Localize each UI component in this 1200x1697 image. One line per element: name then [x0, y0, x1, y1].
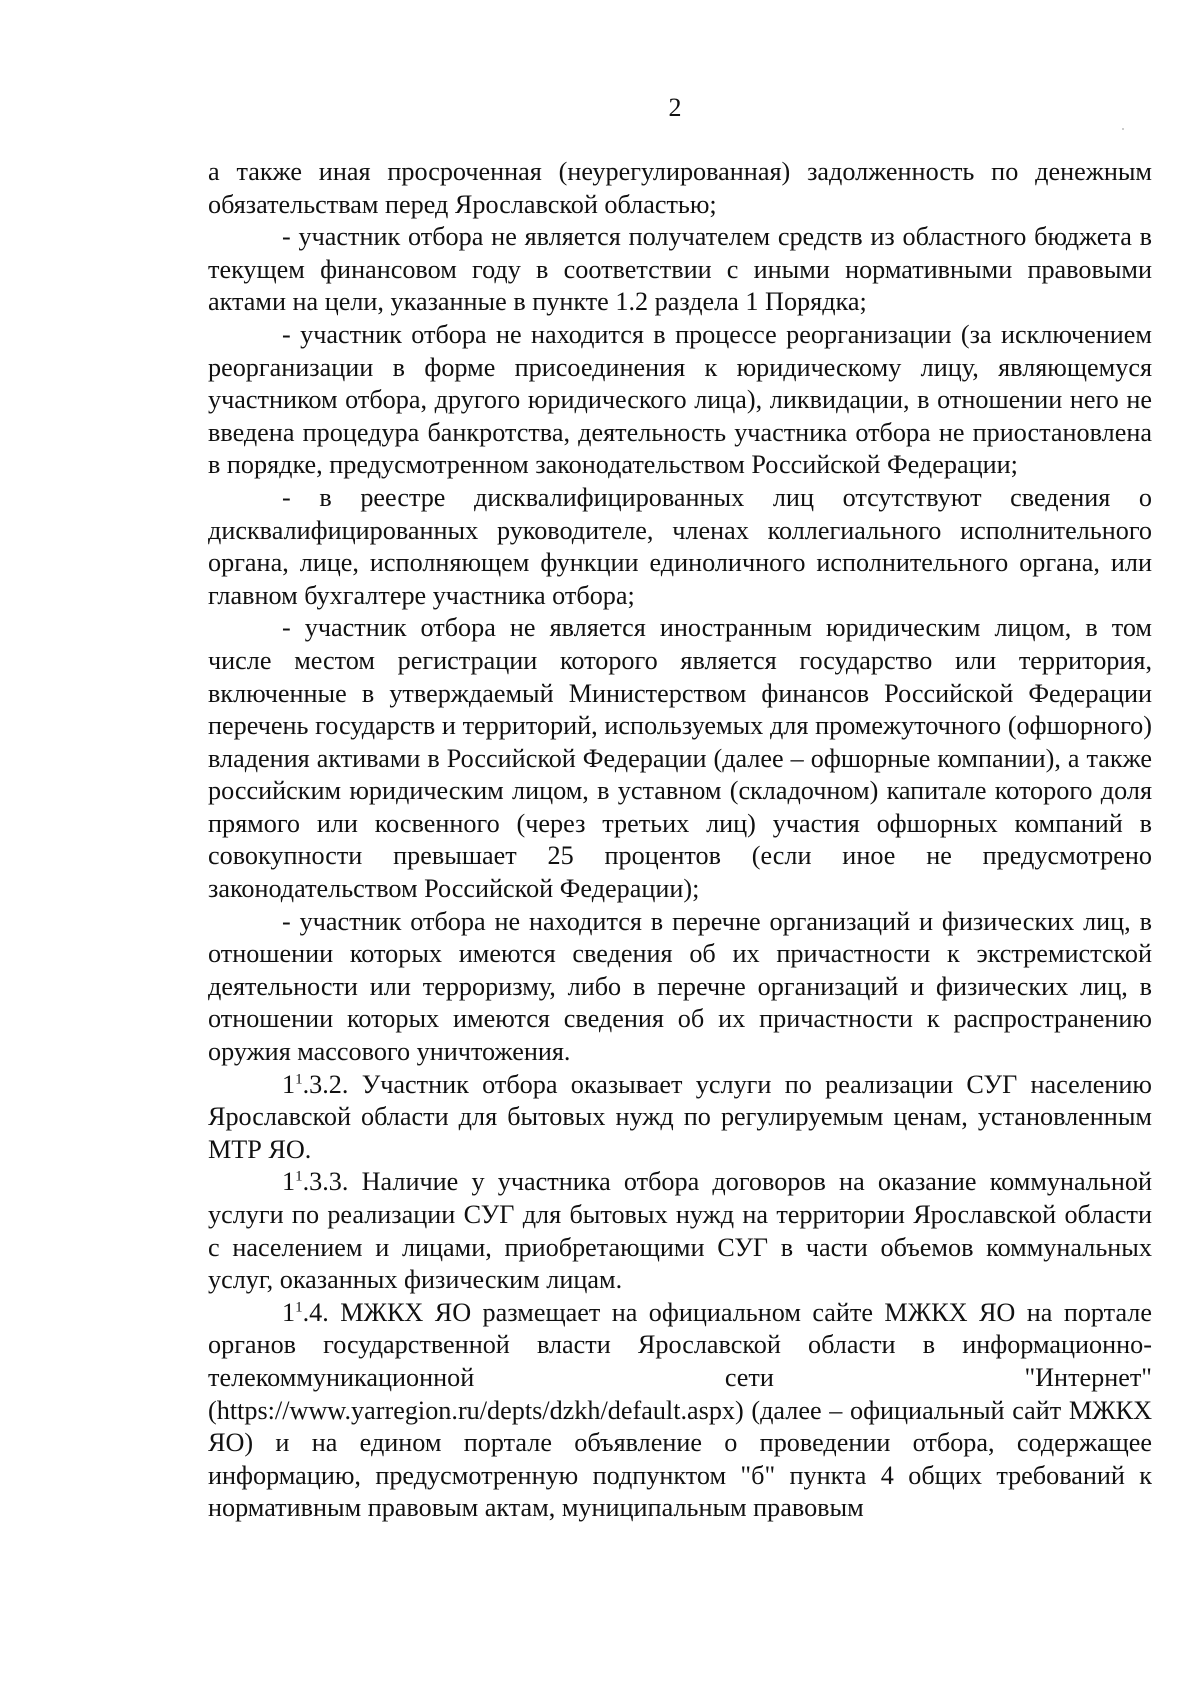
paragraph-disqualified-persons: - в реестре дисквалифицированных лиц отсутствуют сведения о дисквалифицированных руководителе, членах коллегиального исполнительного органа, лице, исполняющем функции единоличного исполнительного органа, или главном бухгалтере участника отбора; — [208, 482, 1152, 610]
paragraph-not-extremist-list: - участник отбора не находится в перечне организаций и физических лиц, в отношении которых имеются сведения об их причастности к экстремистской деятельности или терроризму, либо в перечне организаций и физических лиц, в отношении которых имеются сведения об их причастности к распространению оружия массового уничтожения. — [208, 906, 1152, 1067]
paragraph-debt-continuation: а также иная просроченная (неурегулированная) задолженность по денежным обязательствам перед Ярославской областью; — [208, 157, 1152, 219]
clause-1-1-4 — [208, 1297, 1152, 1525]
clause-text: Участник отбора оказывает услуги по реализации СУГ населению Ярославской области для бытовых нужд по регулируемым ценам, установленным МТР ЯО. — [208, 1069, 1152, 1164]
paragraph-not-reorganizing: - участник отбора не находится в процессе реорганизации (за исключением реорганизации в форме присоединения к юридическому лицу, являющемуся участником отбора, другого юридического лица), ликвидации, в отношении него не введена процедура банкротства, деятельность участника отбора не приостановлена в порядке, предусмотренном законодательством Российской Федерации; — [208, 319, 1152, 480]
clause-number-rest: .3.3. — [302, 1167, 349, 1197]
clause-number-superscript: 1 — [295, 1168, 303, 1185]
document-body — [208, 156, 1152, 1525]
clause-number-main: 1 — [282, 1069, 296, 1099]
page-number: 2 — [668, 93, 682, 122]
scan-speck — [1122, 128, 1124, 130]
clause-number-main: 1 — [282, 1297, 296, 1327]
clause-text: МЖКХ ЯО размещает на официальном сайте МЖКХ ЯО на портале органов государственной власти Ярославской области в информационно-телекоммуникационной сети "Интернет" (https://www.yarregion.ru/depts/dzkh/default.aspx) (далее – официальный сайт МЖКХ ЯО) и на едином портале объявление о проведении отбора, содержащее информацию, предусмотренную подпунктом "б" пункта 4 общих требований к нормативным правовым актам, муниципальным правовым — [208, 1297, 1152, 1523]
clause-number-rest: .3.2. — [302, 1069, 349, 1099]
clause-number-rest: .4. — [302, 1297, 329, 1327]
clause-1-1-3-2 — [208, 1069, 1152, 1167]
clause-number-superscript: 1 — [295, 1070, 303, 1087]
clause-text: Наличие у участника отбора договоров на оказание коммунальной услуги по реализации СУГ для бытовых нужд на территории Ярославской области с населением и лицами, приобретающими СУГ в части объемов коммунальных услуг, оказанных физическим лицам. — [208, 1167, 1152, 1295]
clause-number-main: 1 — [282, 1167, 296, 1197]
paragraph-not-budget-recipient: - участник отбора не является получателем средств из областного бюджета в текущем финансовом году в соответствии с иными нормативными правовыми актами на цели, указанные в пункте 1.2 раздела 1 Порядка; — [208, 222, 1152, 317]
clause-1-1-3-3 — [208, 1166, 1152, 1296]
clause-number-superscript: 1 — [295, 1299, 303, 1316]
paragraph-not-foreign-entity: - участник отбора не является иностранным юридическим лицом, в том числе местом регистрации которого является государство или территория, включенные в утверждаемый Министерством финансов Российской Федерации перечень государств и территорий, используемых для промежуточного (офшорного) владения активами в Российской Федерации (далее – офшорные компании), а также российским юридическим лицом, в уставном (складочном) капитале которого доля прямого или косвенного (через третьих лиц) участия офшорных компаний в совокупности превышает 25 процентов (если иное не предусмотрено законодательством Российской Федерации); — [208, 613, 1152, 904]
